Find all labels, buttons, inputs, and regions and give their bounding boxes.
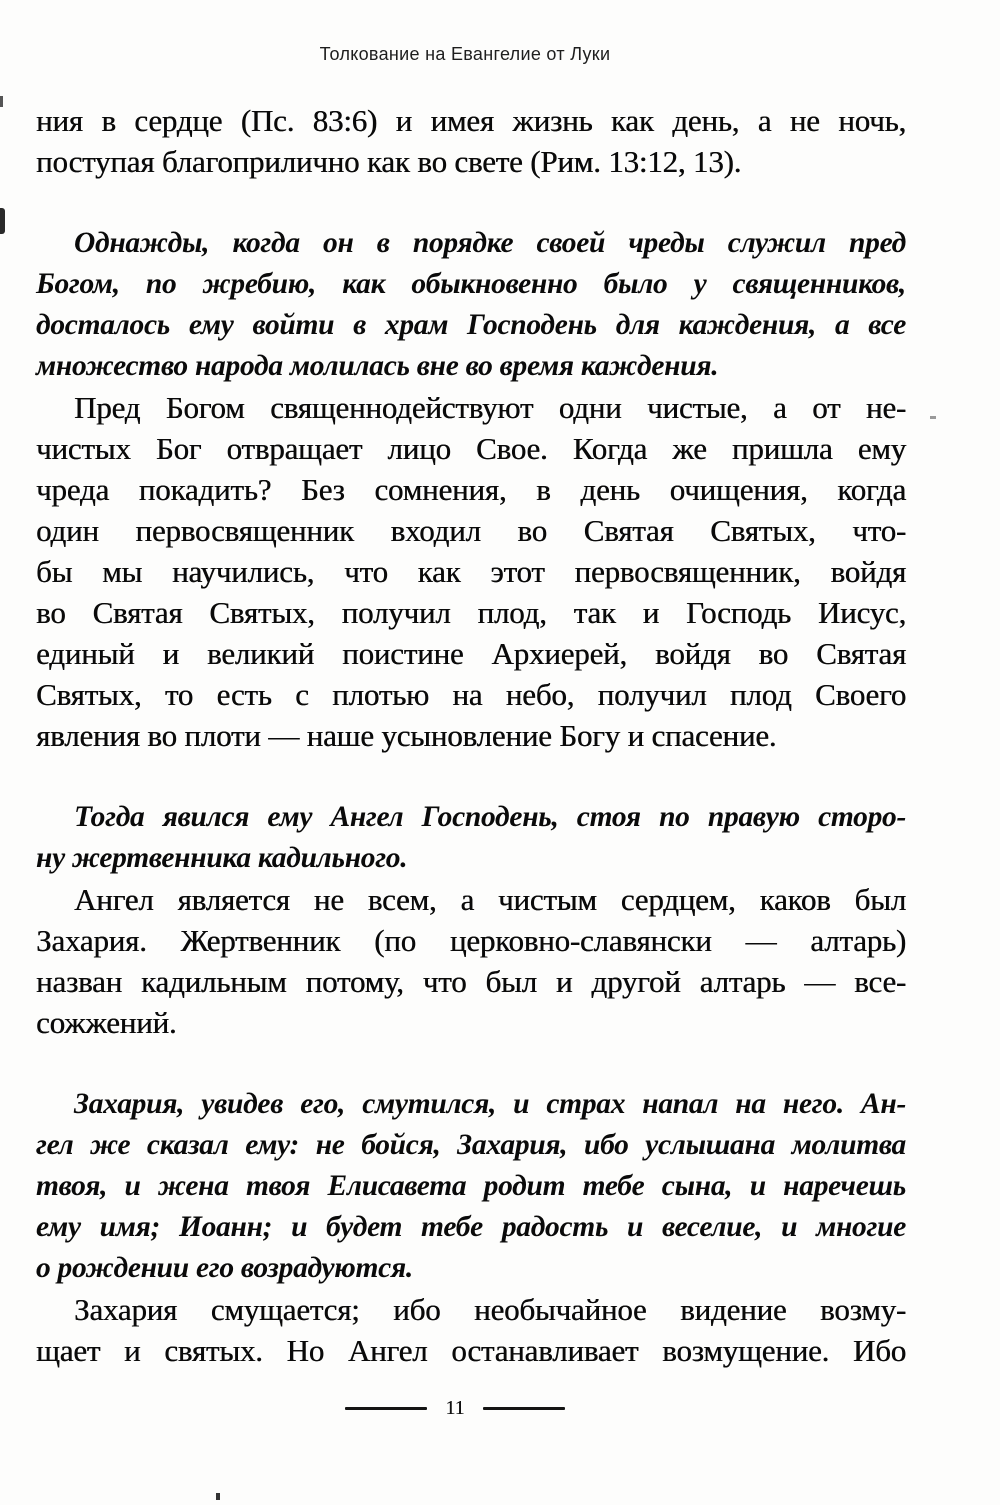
paragraph — [36, 223, 906, 387]
ink-speck — [0, 96, 3, 107]
paragraph — [36, 1289, 906, 1371]
page-footer — [26, 1398, 884, 1418]
ink-speck — [0, 208, 5, 234]
text-line: ну жертвенника кадильного. — [36, 842, 408, 874]
text-line: поступая благоприлично как во свете (Рим. 13:12, 13). — [36, 144, 742, 179]
text-line: щает и святых. Но Ангел останавливает возмущение. Ибо — [36, 1333, 906, 1368]
paragraph — [36, 100, 906, 182]
text-line: Святых, то есть с плотью на небо, получил плод Своего — [36, 677, 906, 712]
text-line: единый и великий поистине Архиерей, войдя во Святая — [36, 636, 906, 671]
paragraph — [36, 1084, 906, 1289]
text-line: Захария. Жертвенник (по церковно-славянски — алтарь) — [36, 923, 906, 958]
ink-speck — [216, 1493, 220, 1500]
text-line: Захария, увидев его, смутился, и страх напал на него. Ан- — [74, 1088, 906, 1120]
paragraph — [36, 797, 906, 879]
text-line: множество народа молилась вне во время каждения. — [36, 350, 719, 382]
text-line: ему имя; Иоанн; и будет тебе радость и веселие, и многие — [36, 1211, 906, 1243]
text-line: досталось ему войти в храм Господень для каждения, а все — [36, 309, 906, 341]
text-line: во Святая Святых, получил плод, так и Господь Иисус, — [36, 595, 906, 630]
text-line: чреда покадить? Без сомнения, в день очищения, когда — [36, 472, 906, 507]
text-line: твоя, и жена твоя Елисавета родит тебе сына, и наречешь — [36, 1170, 906, 1202]
running-head: Толкование на Евангелие от Луки — [319, 44, 611, 64]
page-number: 11 — [445, 1397, 465, 1419]
text-line: назван кадильным потому, что был и другой алтарь — все- — [36, 964, 906, 999]
text-line: гел же сказал ему: не бойся, Захария, ибо услышана молитва — [36, 1129, 906, 1161]
text-line: чистых Бог отвращает лицо Свое. Когда же пришла ему — [36, 431, 906, 466]
text-line: один первосвященник входил во Святая Святых, что- — [36, 513, 906, 548]
paragraph — [36, 879, 906, 1043]
text-line: Захария смущается; ибо необычайное видение возму- — [74, 1292, 906, 1327]
text-line: Ангел является не всем, а чистым сердцем, каков был — [74, 882, 906, 917]
paragraph — [36, 387, 906, 756]
text-line: Однажды, когда он в порядке своей чреды служил пред — [74, 227, 906, 259]
text-line: Пред Богом священнодействуют одни чистые, а от не- — [74, 390, 906, 425]
text-line: о рождении его возрадуются. — [36, 1252, 413, 1284]
text-line: сожжений. — [36, 1005, 177, 1040]
text-line: Богом, по жребию, как обыкновенно было у священников, — [36, 268, 906, 300]
footer-rule-right — [483, 1407, 565, 1410]
text-line: ния в сердце (Пс. 83:6) и имея жизнь как день, а не ночь, — [36, 103, 906, 138]
text-line: бы мы научились, что как этот первосвященник, войдя — [36, 554, 906, 589]
text-line: Тогда явился ему Ангел Господень, стоя по правую сторо- — [74, 801, 906, 833]
text-block — [36, 100, 906, 1371]
text-line: явления во плоти — наше усыновление Богу и спасение. — [36, 718, 777, 753]
footer-rule-left — [345, 1407, 427, 1410]
ink-speck — [930, 416, 936, 419]
